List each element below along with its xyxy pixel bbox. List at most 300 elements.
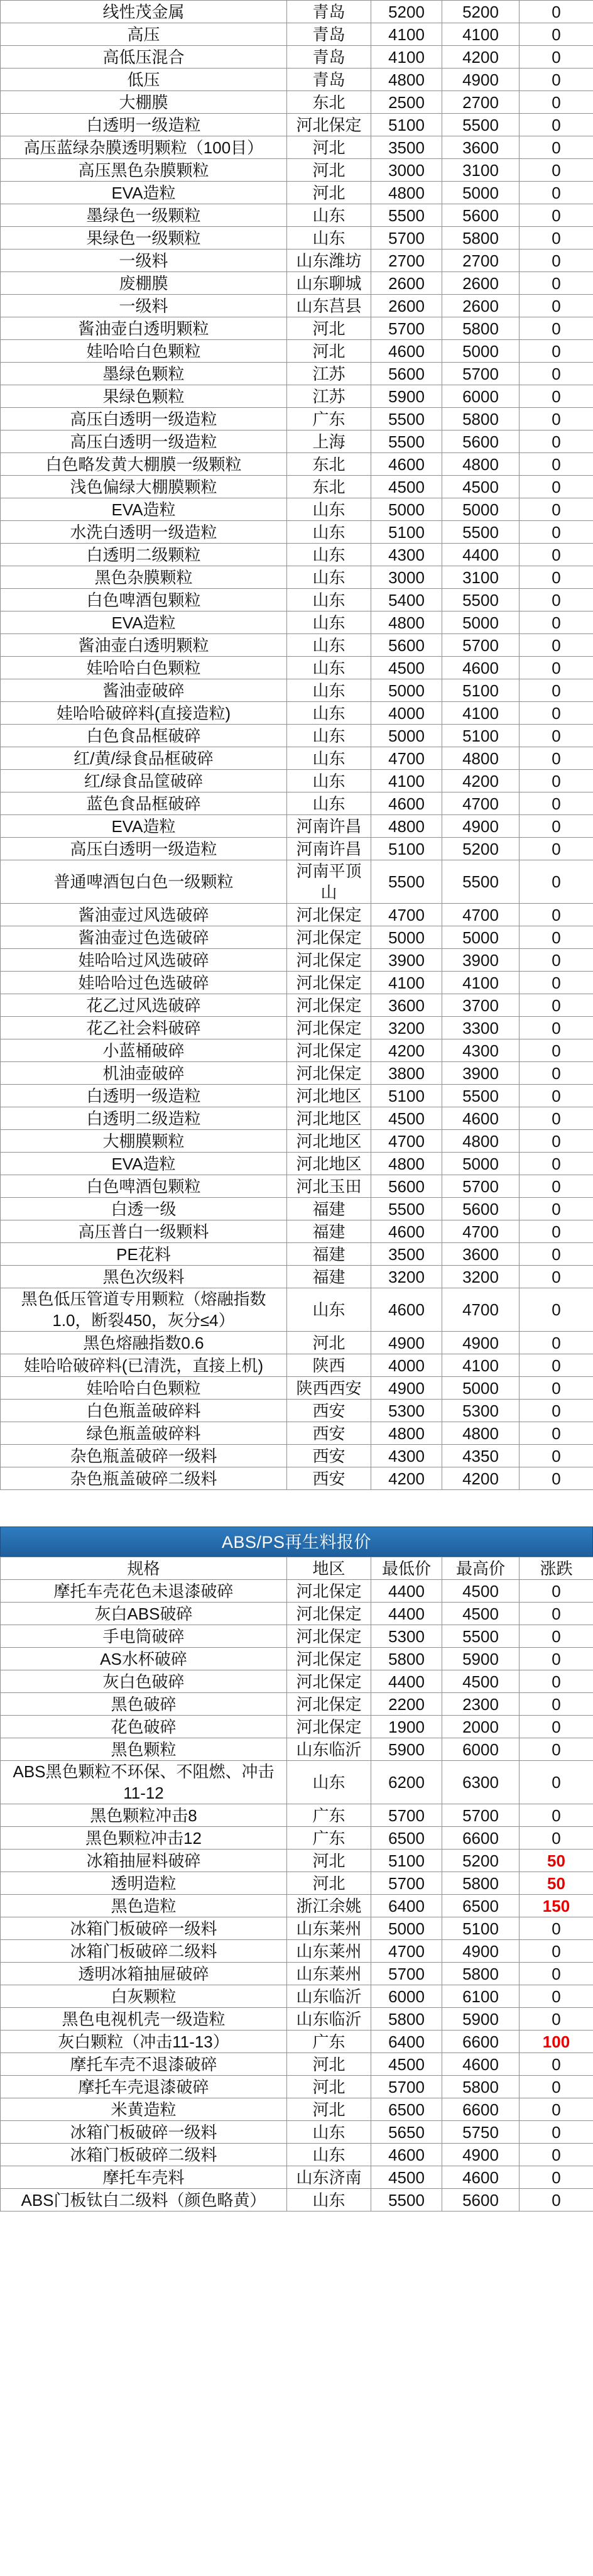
cell-low-price: 6500 [371, 2098, 442, 2121]
cell-low-price: 4600 [371, 453, 442, 476]
cell-change: 0 [520, 1804, 593, 1827]
table-row [1, 679, 593, 702]
cell-low-price: 3500 [371, 1243, 442, 1266]
cell-region: 山东 [287, 679, 371, 702]
cell-change: 0 [520, 611, 593, 634]
cell-region: 江苏 [287, 385, 371, 408]
cell-region: 山东 [287, 657, 371, 679]
cell-change: 0 [520, 1130, 593, 1153]
cell-spec: 一级料 [1, 249, 287, 272]
table-row [1, 159, 593, 182]
cell-spec: 冰箱抽屉料破碎 [1, 1850, 287, 1872]
cell-spec: 灰白色破碎 [1, 1670, 287, 1693]
cell-change: 0 [520, 363, 593, 385]
cell-spec: 黑色电视机壳一级造粒 [1, 2008, 287, 2031]
cell-spec: 白透一级 [1, 1198, 287, 1220]
cell-change: 0 [520, 770, 593, 792]
cell-spec: PE花料 [1, 1243, 287, 1266]
cell-change: 0 [520, 1062, 593, 1085]
cell-high-price: 5800 [442, 1872, 520, 1895]
cell-high-price: 4800 [442, 1130, 520, 1153]
table-row [1, 770, 593, 792]
table-row [1, 1693, 593, 1716]
table-row [1, 611, 593, 634]
cell-change: 0 [520, 949, 593, 972]
cell-spec: 白色略发黄大棚膜一级颗粒 [1, 453, 287, 476]
cell-region: 江苏 [287, 363, 371, 385]
cell-region: 河北 [287, 159, 371, 182]
cell-high-price: 5000 [442, 1153, 520, 1175]
cell-change: 0 [520, 972, 593, 994]
cell-low-price: 2200 [371, 1693, 442, 1716]
cell-high-price: 5500 [442, 521, 520, 544]
cell-high-price: 4400 [442, 544, 520, 566]
cell-change: 0 [520, 91, 593, 114]
cell-low-price: 4200 [371, 1467, 442, 1490]
cell-low-price: 5800 [371, 2008, 442, 2031]
table-row [1, 521, 593, 544]
cell-low-price: 5900 [371, 1738, 442, 1761]
cell-low-price: 6400 [371, 1895, 442, 1917]
table-row [1, 1354, 593, 1377]
cell-change: 0 [520, 1198, 593, 1220]
table-row [1, 476, 593, 498]
cell-change: 0 [520, 1467, 593, 1490]
cell-low-price: 1900 [371, 1716, 442, 1738]
table-row [1, 2076, 593, 2098]
cell-high-price: 4100 [442, 1354, 520, 1377]
cell-spec: 大棚膜颗粒 [1, 1130, 287, 1153]
cell-high-price: 5800 [442, 1963, 520, 1985]
cell-spec: 高压蓝绿杂膜透明颗粒（100目） [1, 136, 287, 159]
cell-spec: 黑色熔融指数0.6 [1, 1332, 287, 1354]
cell-high-price: 6600 [442, 2098, 520, 2121]
cell-region: 青岛 [287, 1, 371, 23]
cell-spec: 米黄造粒 [1, 2098, 287, 2121]
table-row [1, 182, 593, 204]
table-row [1, 1648, 593, 1670]
cell-high-price: 4700 [442, 792, 520, 815]
cell-change: 0 [520, 1400, 593, 1422]
table-row [1, 1243, 593, 1266]
cell-spec: 红/黄/绿食品框破碎 [1, 747, 287, 770]
cell-region: 山东 [287, 589, 371, 611]
cell-high-price: 5500 [442, 1625, 520, 1648]
table-row [1, 69, 593, 91]
cell-high-price: 5600 [442, 2189, 520, 2212]
cell-region: 陕西西安 [287, 1377, 371, 1400]
cell-high-price: 5900 [442, 2008, 520, 2031]
cell-region: 山东 [287, 566, 371, 589]
cell-high-price: 5500 [442, 114, 520, 136]
cell-change: 0 [520, 1107, 593, 1130]
cell-change: 0 [520, 1693, 593, 1716]
cell-low-price: 4900 [371, 1332, 442, 1354]
cell-change: 0 [520, 1603, 593, 1625]
cell-high-price: 2600 [442, 272, 520, 295]
table-row [1, 91, 593, 114]
cell-region: 河南许昌 [287, 838, 371, 860]
cell-high-price: 4900 [442, 69, 520, 91]
cell-change: 0 [520, 317, 593, 340]
cell-region: 陕西 [287, 1354, 371, 1377]
cell-high-price: 6300 [442, 1761, 520, 1804]
cell-change: 0 [520, 1827, 593, 1850]
cell-low-price: 4400 [371, 1580, 442, 1603]
cell-low-price: 3000 [371, 566, 442, 589]
cell-spec: 黑色颗粒 [1, 1738, 287, 1761]
cell-change: 0 [520, 46, 593, 69]
cell-low-price: 5600 [371, 1175, 442, 1198]
cell-change: 0 [520, 340, 593, 363]
cell-region: 广东 [287, 1827, 371, 1850]
cell-high-price: 4800 [442, 453, 520, 476]
cell-low-price: 4300 [371, 1445, 442, 1467]
cell-low-price: 5000 [371, 725, 442, 747]
table-row [1, 204, 593, 227]
cell-spec: 黑色次级料 [1, 1266, 287, 1288]
cell-change: 0 [520, 1422, 593, 1445]
cell-low-price: 4500 [371, 2053, 442, 2076]
cell-spec: 冰箱门板破碎一级料 [1, 2121, 287, 2144]
cell-change: 0 [520, 114, 593, 136]
table-row [1, 702, 593, 725]
cell-region: 河北玉田 [287, 1175, 371, 1198]
cell-spec: 白色瓶盖破碎料 [1, 1400, 287, 1422]
section-spacer [0, 1490, 593, 1526]
cell-change: 0 [520, 1243, 593, 1266]
cell-high-price: 5700 [442, 1804, 520, 1827]
cell-region: 河北 [287, 182, 371, 204]
cell-low-price: 5700 [371, 227, 442, 249]
cell-spec: 娃哈哈过色选破碎 [1, 972, 287, 994]
cell-region: 山东聊城 [287, 272, 371, 295]
cell-change: 0 [520, 1580, 593, 1603]
table-row [1, 1761, 593, 1804]
cell-region: 福建 [287, 1266, 371, 1288]
cell-high-price: 4800 [442, 1422, 520, 1445]
cell-region: 山东临沂 [287, 1985, 371, 2008]
cell-spec: 摩托车壳料 [1, 2166, 287, 2189]
cell-change: 0 [520, 1761, 593, 1804]
cell-spec: 花色破碎 [1, 1716, 287, 1738]
cell-low-price: 5600 [371, 634, 442, 657]
cell-region: 青岛 [287, 69, 371, 91]
cell-high-price: 4900 [442, 815, 520, 838]
cell-region: 河北保定 [287, 904, 371, 926]
cell-change: 0 [520, 2189, 593, 2212]
cell-region: 山东莱州 [287, 1940, 371, 1963]
cell-region: 河北 [287, 317, 371, 340]
cell-region: 河北 [287, 136, 371, 159]
cell-low-price: 2600 [371, 272, 442, 295]
cell-spec: 冰箱门板破碎二级料 [1, 2144, 287, 2166]
cell-spec: 蓝色食品框破碎 [1, 792, 287, 815]
cell-spec: ABS门板钛白二级料（颜色略黄） [1, 2189, 287, 2212]
cell-high-price: 2700 [442, 91, 520, 114]
cell-high-price: 4200 [442, 770, 520, 792]
cell-low-price: 5100 [371, 1085, 442, 1107]
cell-change: 0 [520, 2076, 593, 2098]
cell-high-price: 3100 [442, 159, 520, 182]
cell-high-price: 4600 [442, 657, 520, 679]
cell-low-price: 4700 [371, 747, 442, 770]
cell-change: 0 [520, 1175, 593, 1198]
cell-change: 100 [520, 2031, 593, 2053]
cell-low-price: 4500 [371, 2166, 442, 2189]
cell-region: 西安 [287, 1445, 371, 1467]
cell-low-price: 4800 [371, 182, 442, 204]
cell-spec: 娃哈哈白色颗粒 [1, 657, 287, 679]
cell-region: 河北保定 [287, 949, 371, 972]
cell-high-price: 6600 [442, 1827, 520, 1850]
table-row [1, 498, 593, 521]
abs-ps-price-table [0, 1557, 593, 2212]
cell-spec: 白灰颗粒 [1, 1985, 287, 2008]
cell-high-price: 4500 [442, 1603, 520, 1625]
cell-low-price: 5500 [371, 2189, 442, 2212]
cell-spec: 果绿色颗粒 [1, 385, 287, 408]
cell-spec: 花乙过风选破碎 [1, 994, 287, 1017]
cell-high-price: 5500 [442, 860, 520, 904]
table-row [1, 227, 593, 249]
cell-low-price: 4800 [371, 1422, 442, 1445]
cell-high-price: 4700 [442, 904, 520, 926]
cell-region: 广东 [287, 2031, 371, 2053]
cell-low-price: 5900 [371, 385, 442, 408]
cell-spec: 高压普白一级颗料 [1, 1220, 287, 1243]
cell-high-price: 4200 [442, 1467, 520, 1490]
cell-change: 150 [520, 1895, 593, 1917]
table-row [1, 1130, 593, 1153]
cell-spec: 墨绿色一级颗粒 [1, 204, 287, 227]
pe-price-table-body [1, 1, 593, 1490]
table-row [1, 1827, 593, 1850]
cell-high-price: 5700 [442, 634, 520, 657]
cell-region: 河北保定 [287, 114, 371, 136]
cell-low-price: 5000 [371, 498, 442, 521]
cell-high-price: 5000 [442, 340, 520, 363]
cell-change: 0 [520, 272, 593, 295]
cell-high-price: 5000 [442, 1377, 520, 1400]
table-row [1, 1017, 593, 1039]
cell-region: 河北 [287, 2053, 371, 2076]
cell-region: 广东 [287, 1804, 371, 1827]
table-row [1, 1039, 593, 1062]
table-row [1, 1940, 593, 1963]
cell-high-price: 5800 [442, 227, 520, 249]
cell-change: 0 [520, 1377, 593, 1400]
table-row [1, 1625, 593, 1648]
cell-low-price: 4800 [371, 1153, 442, 1175]
cell-high-price: 4900 [442, 1940, 520, 1963]
table-row [1, 747, 593, 770]
cell-spec: 透明冰箱抽屉破碎 [1, 1963, 287, 1985]
cell-spec: 线性茂金属 [1, 1, 287, 23]
table-row [1, 544, 593, 566]
cell-spec: 黑色颗粒冲击8 [1, 1804, 287, 1827]
table-row [1, 1850, 593, 1872]
cell-spec: 酱油壶过风选破碎 [1, 904, 287, 926]
cell-spec: 花乙社会料破碎 [1, 1017, 287, 1039]
cell-low-price: 4700 [371, 1940, 442, 1963]
cell-high-price: 4600 [442, 2166, 520, 2189]
cell-high-price: 3100 [442, 566, 520, 589]
cell-region: 山东 [287, 544, 371, 566]
cell-region: 山东莱州 [287, 1917, 371, 1940]
cell-high-price: 5700 [442, 363, 520, 385]
cell-region: 山东 [287, 747, 371, 770]
table-row [1, 725, 593, 747]
cell-region: 河北地区 [287, 1130, 371, 1153]
cell-high-price: 5500 [442, 589, 520, 611]
cell-spec: ABS黑色颗粒不环保、不阻燃、冲击11-12 [1, 1761, 287, 1804]
cell-low-price: 5650 [371, 2121, 442, 2144]
cell-spec: 摩托车壳退漆破碎 [1, 2076, 287, 2098]
cell-low-price: 5300 [371, 1400, 442, 1422]
cell-low-price: 4500 [371, 1107, 442, 1130]
cell-change: 0 [520, 994, 593, 1017]
cell-spec: 红/绿食品筐破碎 [1, 770, 287, 792]
cell-high-price: 5300 [442, 1400, 520, 1422]
cell-high-price: 4900 [442, 1332, 520, 1354]
cell-change: 0 [520, 136, 593, 159]
cell-region: 河北保定 [287, 1670, 371, 1693]
cell-high-price: 5800 [442, 408, 520, 430]
cell-region: 河北 [287, 1872, 371, 1895]
cell-high-price: 2000 [442, 1716, 520, 1738]
cell-low-price: 4600 [371, 340, 442, 363]
cell-low-price: 4800 [371, 611, 442, 634]
cell-spec: 黑色造粒 [1, 1895, 287, 1917]
cell-high-price: 5900 [442, 1648, 520, 1670]
cell-change: 0 [520, 657, 593, 679]
cell-high-price: 5750 [442, 2121, 520, 2144]
cell-region: 河北地区 [287, 1085, 371, 1107]
table-row [1, 430, 593, 453]
cell-region: 东北 [287, 91, 371, 114]
table-row [1, 2121, 593, 2144]
cell-region: 河北 [287, 1332, 371, 1354]
cell-low-price: 5100 [371, 521, 442, 544]
cell-high-price: 5800 [442, 317, 520, 340]
table-row [1, 949, 593, 972]
cell-spec: EVA造粒 [1, 182, 287, 204]
table-row [1, 1580, 593, 1603]
cell-spec: 低压 [1, 69, 287, 91]
cell-region: 河北保定 [287, 1062, 371, 1085]
table-row [1, 1107, 593, 1130]
table-row [1, 295, 593, 317]
cell-change: 0 [520, 747, 593, 770]
cell-spec: 大棚膜 [1, 91, 287, 114]
cell-spec: 高压白透明一级造粒 [1, 430, 287, 453]
cell-spec: 娃哈哈破碎料(已清洗，直接上机) [1, 1354, 287, 1377]
cell-high-price: 6000 [442, 1738, 520, 1761]
table-row [1, 2053, 593, 2076]
table-row [1, 566, 593, 589]
cell-change: 0 [520, 408, 593, 430]
cell-low-price: 4100 [371, 770, 442, 792]
table-row [1, 1895, 593, 1917]
header-low-price: 最低价 [371, 1557, 442, 1580]
cell-change: 0 [520, 860, 593, 904]
cell-region: 西安 [287, 1422, 371, 1445]
table-row [1, 904, 593, 926]
cell-high-price: 5200 [442, 1850, 520, 1872]
cell-region: 河北保定 [287, 1716, 371, 1738]
table-row [1, 1377, 593, 1400]
cell-change: 0 [520, 1716, 593, 1738]
cell-high-price: 5000 [442, 611, 520, 634]
cell-low-price: 6200 [371, 1761, 442, 1804]
cell-spec: EVA造粒 [1, 498, 287, 521]
cell-region: 河北保定 [287, 926, 371, 949]
table-row [1, 1400, 593, 1422]
cell-region: 山东 [287, 1288, 371, 1332]
cell-region: 河北地区 [287, 1107, 371, 1130]
cell-region: 山东 [287, 634, 371, 657]
table-row [1, 1603, 593, 1625]
cell-high-price: 6500 [442, 1895, 520, 1917]
table-row [1, 1670, 593, 1693]
cell-low-price: 3900 [371, 949, 442, 972]
cell-change: 0 [520, 430, 593, 453]
cell-spec: 手电筒破碎 [1, 1625, 287, 1648]
cell-region: 青岛 [287, 46, 371, 69]
cell-spec: 白色啤酒包颗粒 [1, 589, 287, 611]
table-row [1, 1153, 593, 1175]
cell-change: 0 [520, 385, 593, 408]
cell-change: 0 [520, 725, 593, 747]
cell-spec: 黑色低压管道专用颗粒（熔融指数1.0，断裂450，灰分≤4） [1, 1288, 287, 1332]
table-row [1, 815, 593, 838]
cell-region: 山东 [287, 2121, 371, 2144]
cell-change: 0 [520, 1332, 593, 1354]
cell-spec: 灰白ABS破碎 [1, 1603, 287, 1625]
cell-region: 山东 [287, 204, 371, 227]
cell-low-price: 5300 [371, 1625, 442, 1648]
cell-high-price: 3600 [442, 136, 520, 159]
cell-change: 0 [520, 227, 593, 249]
cell-change: 0 [520, 69, 593, 91]
cell-spec: 普通啤酒包白色一级颗粒 [1, 860, 287, 904]
cell-region: 山东 [287, 1761, 371, 1804]
cell-low-price: 6500 [371, 1827, 442, 1850]
table-row [1, 1220, 593, 1243]
table-row [1, 994, 593, 1017]
cell-low-price: 4800 [371, 815, 442, 838]
table-row [1, 1917, 593, 1940]
abs-ps-section-title: ABS/PS再生料报价 [0, 1526, 593, 1557]
table-row [1, 1266, 593, 1288]
cell-high-price: 3300 [442, 1017, 520, 1039]
table-row [1, 860, 593, 904]
cell-low-price: 4200 [371, 1039, 442, 1062]
cell-spec: 果绿色一级颗粒 [1, 227, 287, 249]
cell-spec: 一级料 [1, 295, 287, 317]
cell-low-price: 4600 [371, 1220, 442, 1243]
cell-spec: 酱油壶白透明颗粒 [1, 317, 287, 340]
cell-region: 山东 [287, 498, 371, 521]
cell-change: 0 [520, 1738, 593, 1761]
cell-low-price: 5100 [371, 838, 442, 860]
cell-low-price: 5500 [371, 408, 442, 430]
cell-low-price: 5500 [371, 430, 442, 453]
cell-low-price: 5500 [371, 1198, 442, 1220]
cell-spec: 高压白透明一级造粒 [1, 838, 287, 860]
cell-change: 0 [520, 453, 593, 476]
